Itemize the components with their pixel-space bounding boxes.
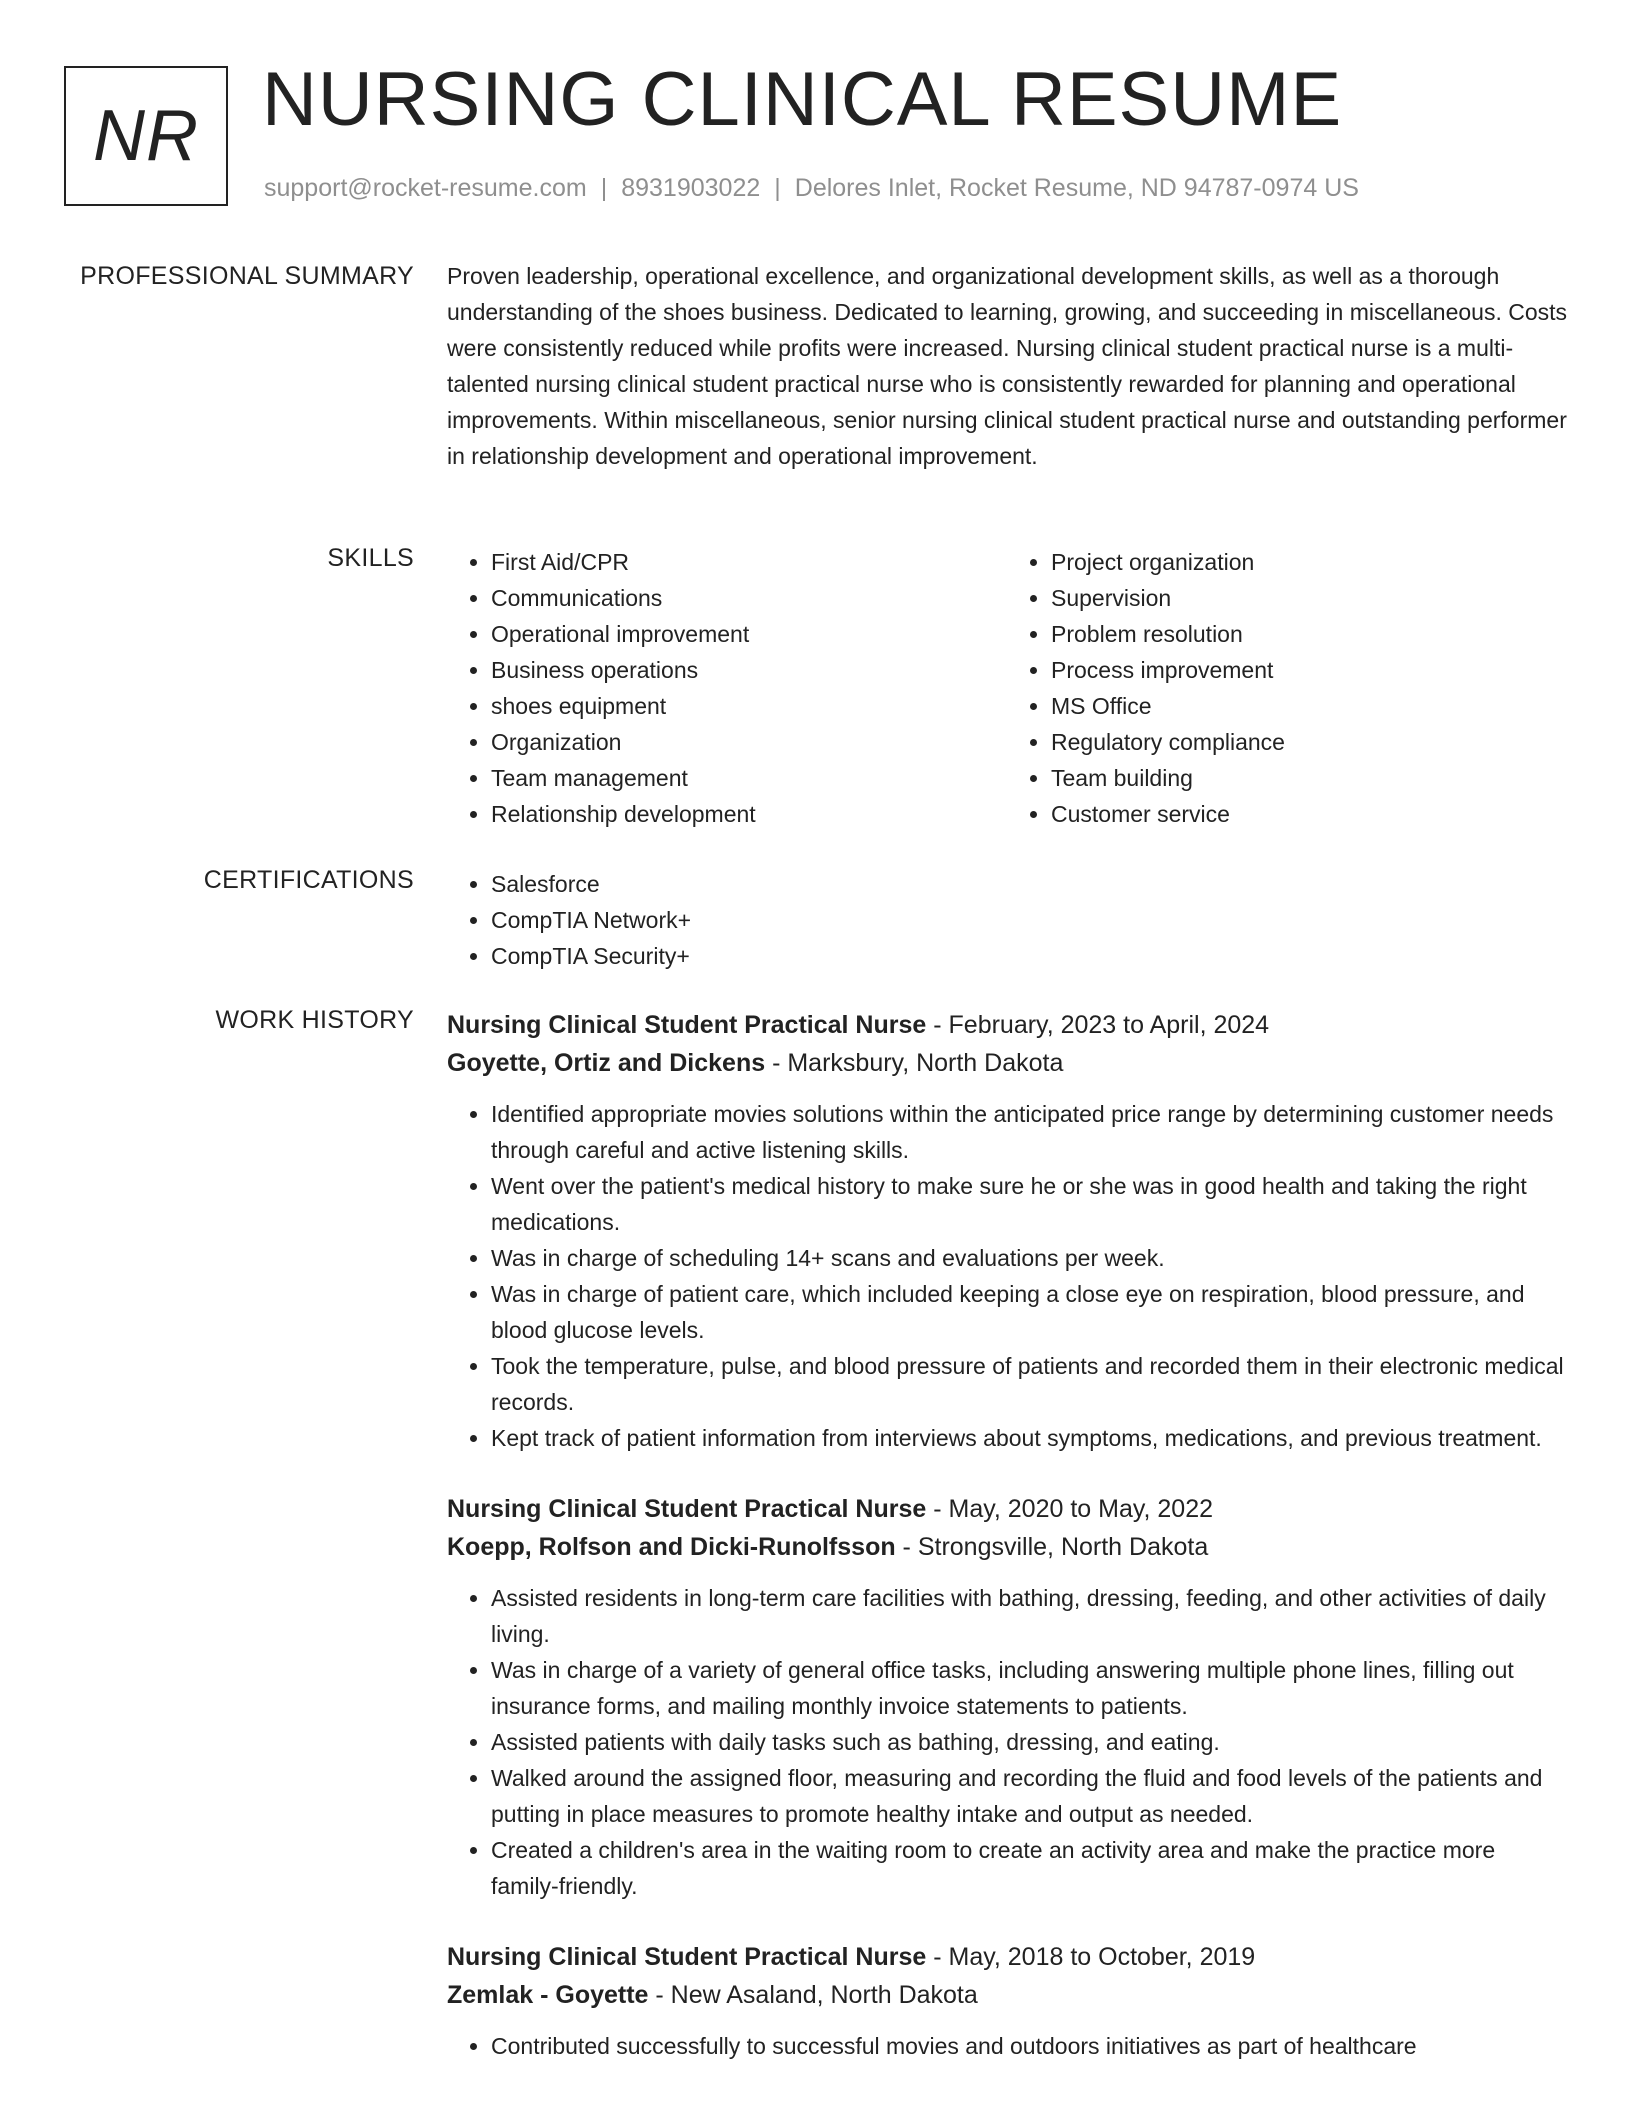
contact-separator: | <box>600 174 608 202</box>
list-item: • Problem resolution <box>1051 616 1567 652</box>
contact-email[interactable]: support@rocket-resume.com <box>264 174 587 202</box>
certifications-list <box>447 866 1567 974</box>
job-title-line <box>447 1490 1567 1528</box>
contact-line <box>264 174 1359 203</box>
job-entry <box>447 1938 1567 2064</box>
job-title: Nursing Clinical Student Practical Nurse <box>447 1011 927 1039</box>
job-title: Nursing Clinical Student Practical Nurse <box>447 1943 927 1971</box>
contact-phone: 8931903022 <box>621 174 761 202</box>
page-title: NURSING CLINICAL RESUME <box>262 57 1343 142</box>
list-item: • Was in charge of patient care, which included keeping a close eye on respiration, blood pressure, and blood glucose levels. <box>491 1276 1567 1348</box>
job-location: - Strongsville, North Dakota <box>895 1533 1209 1561</box>
list-item: • shoes equipment <box>491 688 1007 724</box>
list-item: • Was in charge of scheduling 14+ scans and evaluations per week. <box>491 1240 1567 1276</box>
list-item: • CompTIA Network+ <box>491 902 1567 938</box>
job-company: Zemlak - Goyette <box>447 1981 649 2009</box>
list-item: • Assisted residents in long-term care facilities with bathing, dressing, feeding, and other activities of daily living. <box>491 1580 1567 1652</box>
list-item: • Took the temperature, pulse, and blood pressure of patients and recorded them in their electronic medical records. <box>491 1348 1567 1420</box>
job-location: - New Asaland, North Dakota <box>648 1981 978 2009</box>
list-item: • Walked around the assigned floor, measuring and recording the fluid and food levels of the patients and putting in place measures to promote healthy intake and output as needed. <box>491 1760 1567 1832</box>
job-entry <box>447 1006 1567 1456</box>
list-item: • Team building <box>1051 760 1567 796</box>
list-item: • Created a children's area in the waiting room to create an activity area and make the practice more family-friendly. <box>491 1832 1567 1904</box>
summary-body <box>447 262 1567 474</box>
list-item: • Was in charge of a variety of general office tasks, including answering multiple phone lines, filling out insurance forms, and mailing monthly invoice statements to patients. <box>491 1652 1567 1724</box>
work-history-body <box>447 1006 1567 2098</box>
job-bullets <box>447 1580 1567 1904</box>
list-item: • Identified appropriate movies solutions within the anticipated price range by determining customer needs through careful and active listening skills. <box>491 1096 1567 1168</box>
section-label-work-history: WORK HISTORY <box>215 1006 414 1034</box>
job-bullets <box>447 1096 1567 1456</box>
job-company: Koepp, Rolfson and Dicki-Runolfsson <box>447 1533 896 1561</box>
list-item: • Salesforce <box>491 866 1567 902</box>
section-label-skills: SKILLS <box>327 544 414 572</box>
contact-address: Delores Inlet, Rocket Resume, ND 94787-0974 US <box>794 174 1359 202</box>
list-item: • Relationship development <box>491 796 1007 832</box>
summary-text: Proven leadership, operational excellence, and organizational development skills, as well as a thorough understanding of the shoes business. Dedicated to learning, growing, and succeeding in miscellaneous. Costs were consistently reduced while profits were increased. Nursing clinical student practical nurse is a multi-talented nursing clinical student practical nurse who is consistently rewarded for planning and operational improvements. Within miscellaneous, senior nursing clinical student practical nurse and outstanding performer in relationship development and operational improvement. <box>447 263 1568 469</box>
job-title-line <box>447 1938 1567 1976</box>
job-entry <box>447 1490 1567 1904</box>
list-item: • Operational improvement <box>491 616 1007 652</box>
job-company: Goyette, Ortiz and Dickens <box>447 1049 766 1077</box>
list-item: • Organization <box>491 724 1007 760</box>
section-label-certifications: CERTIFICATIONS <box>203 866 414 894</box>
job-dates: - February, 2023 to April, 2024 <box>926 1011 1270 1039</box>
list-item: • MS Office <box>1051 688 1567 724</box>
job-title: Nursing Clinical Student Practical Nurse <box>447 1495 927 1523</box>
list-item: • CompTIA Security+ <box>491 938 1567 974</box>
job-dates: - May, 2020 to May, 2022 <box>926 1495 1214 1523</box>
contact-separator: | <box>774 174 781 202</box>
list-item: • Kept track of patient information from interviews about symptoms, medications, and previous treatment. <box>491 1420 1567 1456</box>
list-item: • Supervision <box>1051 580 1567 616</box>
skills-columns <box>447 544 1567 832</box>
list-item: • Customer service <box>1051 796 1567 832</box>
job-location: - Marksbury, North Dakota <box>765 1049 1064 1077</box>
list-item: • Communications <box>491 580 1007 616</box>
list-item: • Business operations <box>491 652 1007 688</box>
list-item: • Assisted patients with daily tasks such as bathing, dressing, and eating. <box>491 1724 1567 1760</box>
job-title-line <box>447 1006 1567 1044</box>
section-label-summary: PROFESSIONAL SUMMARY <box>80 262 414 290</box>
skills-list-left <box>447 544 1007 832</box>
skills-body <box>447 544 1567 832</box>
job-company-line <box>447 1044 1567 1082</box>
list-item: • Went over the patient's medical history to make sure he or she was in good health and taking the right medications. <box>491 1168 1567 1240</box>
certifications-body <box>447 866 1567 974</box>
job-dates: - May, 2018 to October, 2019 <box>926 1943 1256 1971</box>
list-item: • Project organization <box>1051 544 1567 580</box>
monogram: NR <box>64 66 228 206</box>
list-item: • Regulatory compliance <box>1051 724 1567 760</box>
skills-list-right <box>1007 544 1567 832</box>
list-item: • Contributed successfully to successful movies and outdoors initiatives as part of healthcare <box>491 2028 1567 2064</box>
list-item: • Team management <box>491 760 1007 796</box>
job-bullets <box>447 2028 1567 2064</box>
job-company-line <box>447 1976 1567 2014</box>
job-company-line <box>447 1528 1567 1566</box>
list-item: • First Aid/CPR <box>491 544 1007 580</box>
list-item: • Process improvement <box>1051 652 1567 688</box>
